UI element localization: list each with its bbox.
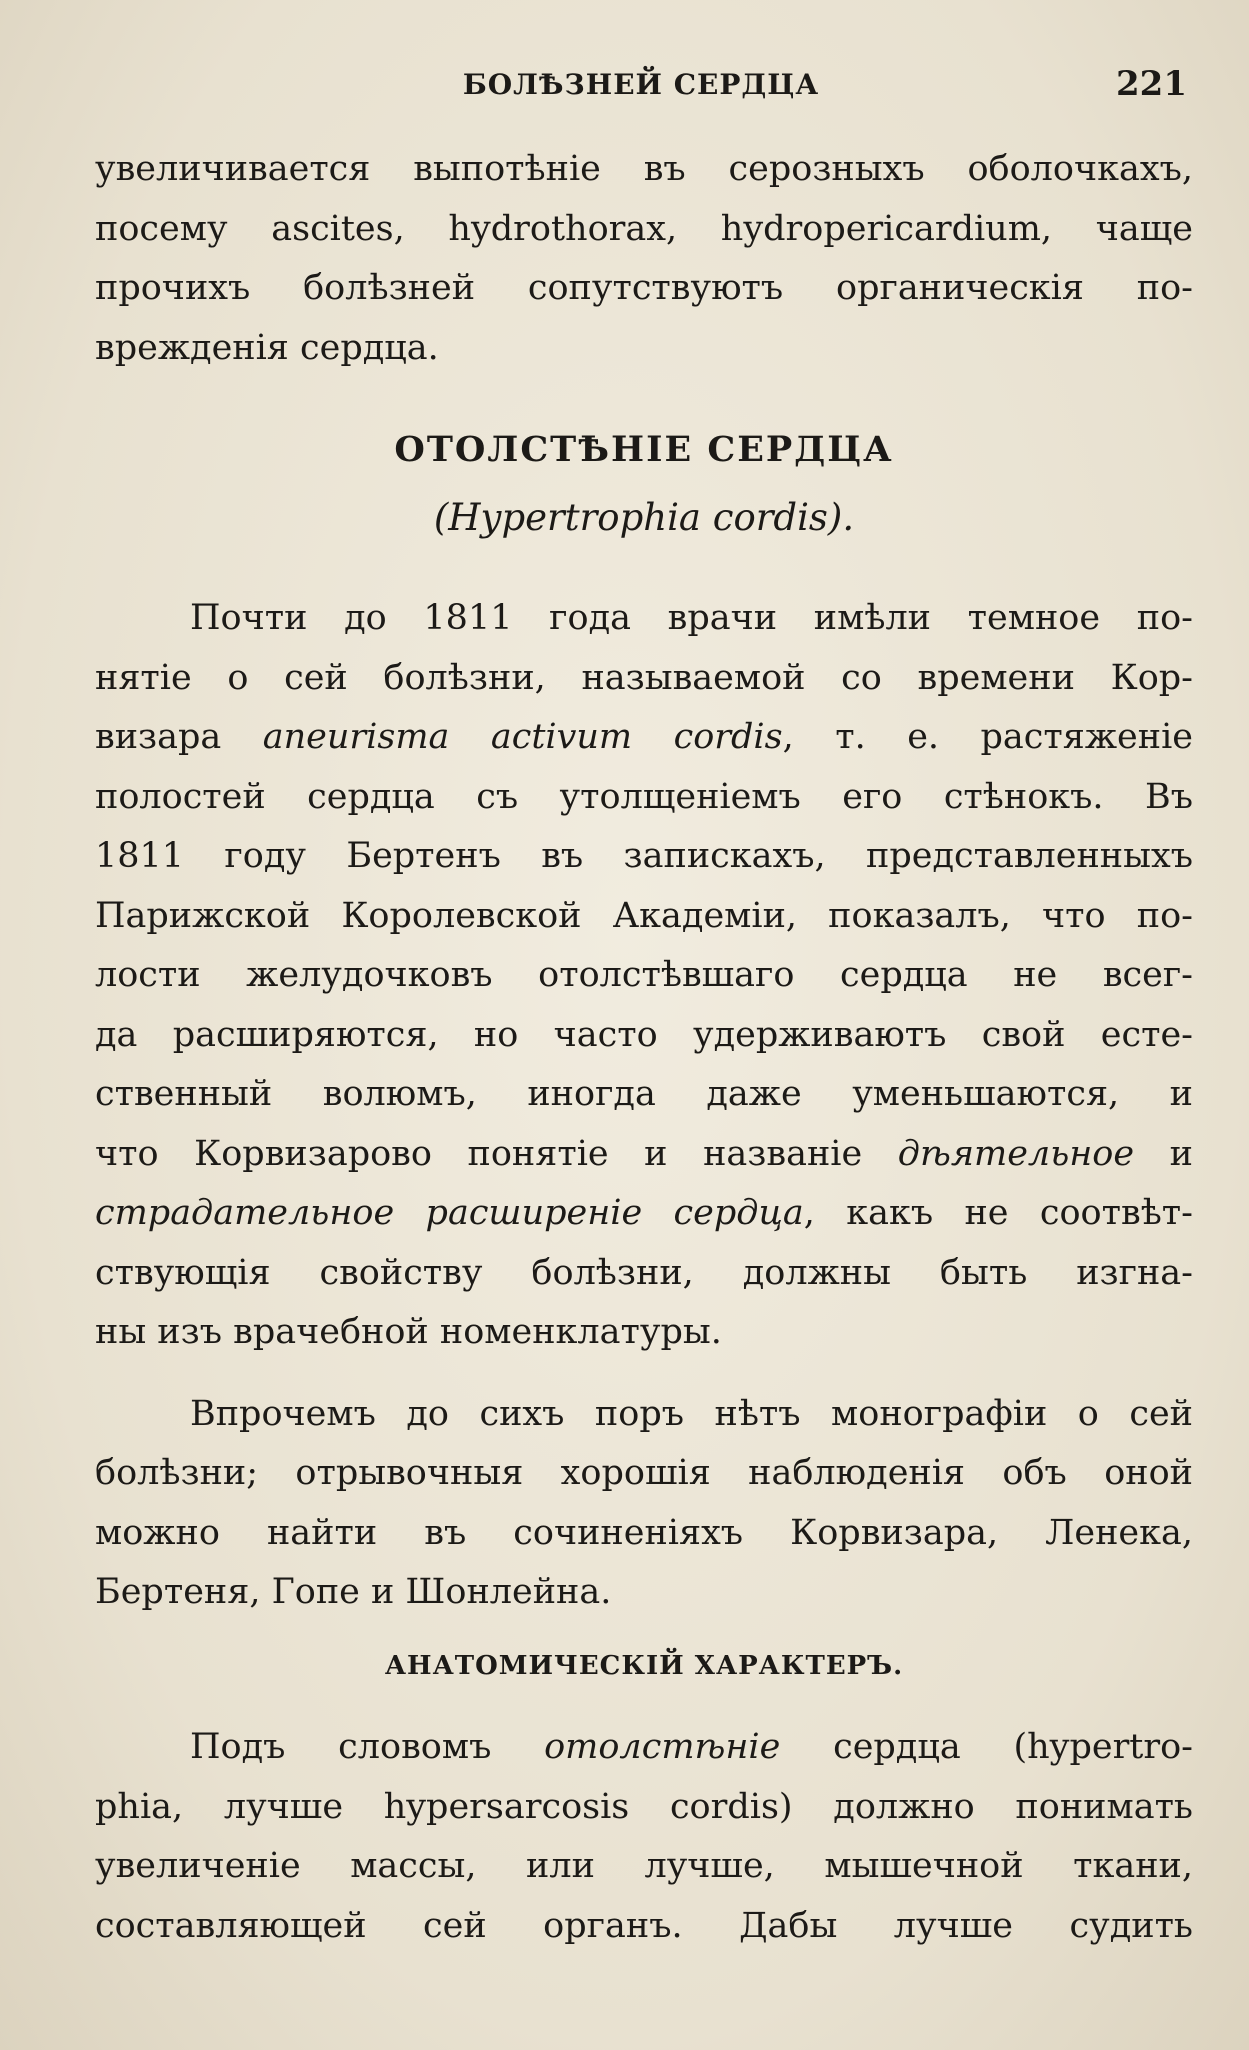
text-line: Впрочемъ до сихъ поръ нѣтъ монографіи о сей <box>190 1393 1193 1434</box>
text-run: , какъ не соотвѣт- <box>803 1193 1193 1233</box>
running-title: БОЛѢЗНЕЙ СЕРДЦА <box>462 68 820 101</box>
text-line <box>95 1125 1193 1185</box>
text-line: Почти до 1811 года врачи имѣли темное по- <box>190 598 1193 638</box>
text-line: посему ascites, hydrothorax, hydropericardium, чаще <box>95 208 1193 249</box>
subsection-title: АНАТОМИЧЕСКІЙ ХАРАКТЕРЪ. <box>384 1650 904 1681</box>
italic-term: отолстѣніе <box>544 1727 781 1767</box>
section-title: ОТОЛСТѢНІЕ СЕРДЦА <box>394 429 894 470</box>
paragraph-gap <box>95 1363 1193 1385</box>
text-line: увеличеніе массы, или лучше, мышечной ткани, <box>95 1846 1193 1886</box>
text-line: составляющей сей органъ. Дабы лучше судить <box>95 1905 1193 1946</box>
page-number: 221 <box>1116 64 1187 104</box>
text-line <box>95 1718 1193 1778</box>
text-line: можно найти въ сочиненіяхъ Корвизара, Ленека, <box>95 1512 1193 1553</box>
paragraph-anatomy <box>95 1718 1193 1956</box>
text-line: ственный волюмъ, иногда даже уменьшаются, и <box>95 1074 1193 1114</box>
text-run: Подъ словомъ <box>190 1727 545 1767</box>
section-subtitle: (Hypertrophia cordis). <box>433 495 855 539</box>
text-run: , т. е. растяженіе <box>782 717 1193 757</box>
text-line: прочихъ болѣзней сопутствуютъ органическія по- <box>95 268 1193 308</box>
page-body <box>95 140 1193 1956</box>
paragraph-history <box>95 589 1193 1363</box>
text-line: врежденія сердца. <box>95 327 439 368</box>
text-line <box>95 708 1193 768</box>
text-line <box>95 1184 1193 1244</box>
italic-term: дѣятельное <box>897 1133 1135 1174</box>
text-line: ны изъ врачебной номенклатуры. <box>95 1312 722 1352</box>
text-line: увеличивается выпотѣніе въ серозныхъ оболочкахъ, <box>95 149 1193 189</box>
text-line: нятіе о сей болѣзни, называемой со времени Кор- <box>95 657 1193 698</box>
text-line: Бертеня, Гопе и Шонлейна. <box>95 1572 612 1612</box>
text-line: Парижской Королевской Академіи, показалъ, что по- <box>95 895 1193 936</box>
continued-paragraph <box>95 140 1193 378</box>
italic-term: страдательное расширеніе сердца <box>95 1193 804 1233</box>
text-line: phia, лучше hypersarcosis cordis) должно понимать <box>95 1786 1193 1827</box>
latin-term: aneurisma activum cordis <box>262 717 783 757</box>
page-header <box>95 64 1187 108</box>
text-run: сердца (hypertro- <box>780 1727 1193 1767</box>
text-line: да расширяются, но часто удерживаютъ свой есте- <box>95 1014 1193 1055</box>
text-run: что Корвизарово понятіе и названіе <box>95 1133 898 1174</box>
text-line: ствующія свойству болѣзни, должны быть изгна- <box>95 1252 1193 1293</box>
text-run: и <box>1134 1133 1193 1174</box>
text-line: 1811 году Бертенъ въ запискахъ, представленныхъ <box>95 836 1193 876</box>
text-line: лости желудочковъ отолстѣвшаго сердца не всег- <box>95 955 1193 995</box>
text-line: полостей сердца съ утолщеніемъ его стѣнокъ. Въ <box>95 776 1193 817</box>
text-run: визара <box>95 717 263 757</box>
paragraph-literature <box>95 1385 1193 1623</box>
text-line: болѣзни; отрывочныя хорошія наблюденія объ оной <box>95 1453 1193 1493</box>
